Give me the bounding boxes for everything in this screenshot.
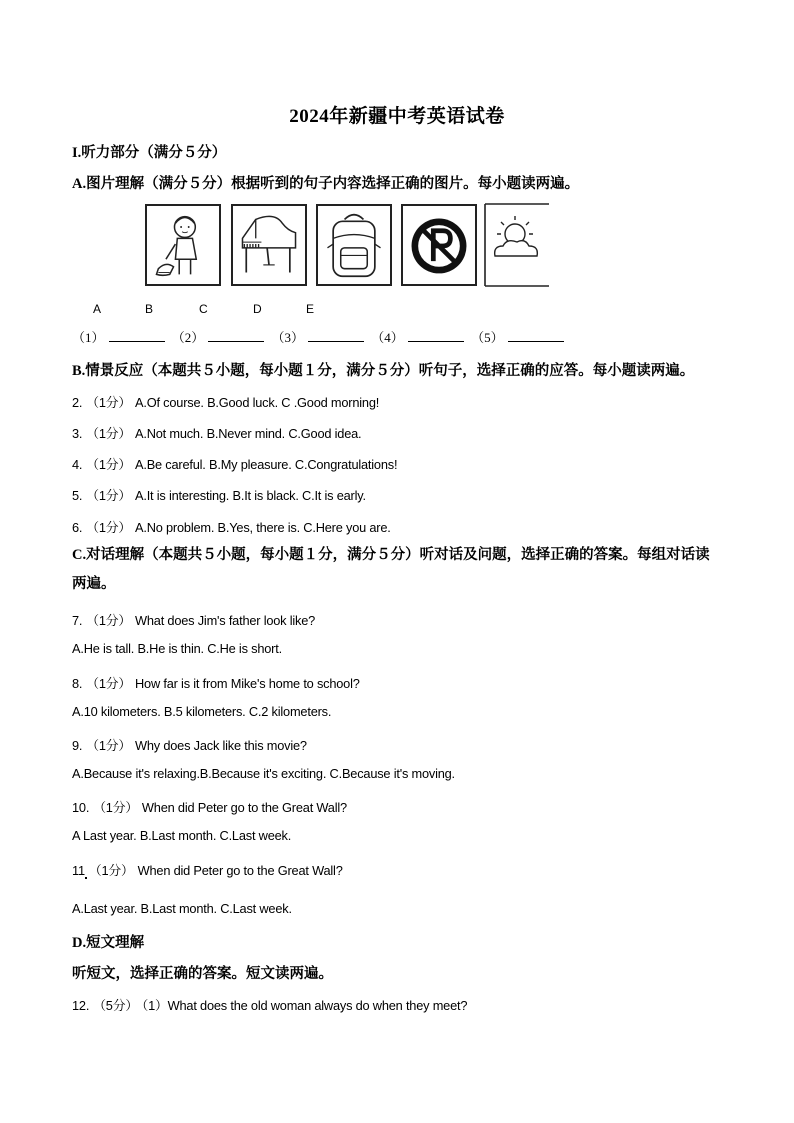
sun-cloud-icon	[481, 200, 549, 290]
question-text: （1）What does the old woman always do when they meet?	[141, 998, 468, 1013]
question-text: When did Peter go to the Great Wall?	[137, 863, 343, 878]
answer-blank-3[interactable]	[308, 329, 364, 342]
boy-sweeping-icon	[145, 204, 221, 286]
question-options: A.It is interesting. B.It is black. C.It is early.	[135, 488, 366, 503]
question-number: 5.	[72, 488, 83, 503]
question-score: （1分）	[88, 863, 134, 878]
question-options: A.10 kilometers. B.5 kilometers. C.2 kilometers.	[72, 704, 332, 719]
question-score: （1分）	[86, 520, 131, 535]
question-item	[72, 735, 307, 754]
question-options: A.No problem. B.Yes, there is. C.Here you are.	[135, 520, 391, 535]
question-item	[72, 860, 343, 879]
section-d-instruction: 听短文，选择正确的答案。短文读两遍。	[72, 966, 333, 982]
question-number: 6.	[72, 520, 83, 535]
question-options: A.He is tall. B.He is thin. C.He is short.	[72, 641, 282, 656]
question-score: （5分）	[93, 998, 138, 1013]
blank-label-2: （2）	[171, 330, 205, 345]
answer-blank-2[interactable]	[208, 329, 264, 342]
question-item	[72, 995, 467, 1014]
question-number: 10.	[72, 800, 90, 815]
question-text: When did Peter go to the Great Wall?	[141, 800, 347, 815]
question-item	[72, 423, 361, 442]
blank-label-4: （4）	[371, 330, 404, 345]
blank-label-1: （1）	[72, 330, 105, 345]
question-options: A.Be careful. B.My pleasure. C.Congratulations!	[135, 457, 398, 472]
question-score: （1分）	[86, 395, 131, 410]
picture-row	[145, 200, 550, 292]
section-c-heading: C.对话理解（本题共５小题，每小题１分，满分５分）听对话及问题，选择正确的答案。每组对话读两遍。	[72, 547, 710, 592]
question-text: What does Jim's father look like?	[135, 613, 316, 628]
question-number: 9.	[72, 738, 83, 753]
question-number: 7.	[72, 613, 83, 628]
question-item	[72, 610, 315, 629]
section-d-heading: D.短文理解	[72, 935, 145, 951]
stray-dot	[85, 877, 87, 879]
question-score: （1分）	[86, 738, 131, 753]
question-score: （1分）	[86, 488, 131, 503]
question-number: 3.	[72, 426, 83, 441]
blank-label-3: （3）	[271, 330, 305, 345]
answer-blank-4[interactable]	[408, 329, 464, 342]
blank-label-5: （5）	[471, 330, 504, 345]
question-item	[72, 485, 366, 504]
question-text: Why does Jack like this movie?	[135, 738, 307, 753]
question-text: How far is it from Mike's home to school?	[135, 676, 360, 691]
question-options: A.Last year. B.Last month. C.Last week.	[72, 901, 292, 916]
question-options: A.Of course. B.Good luck. C .Good morning!	[135, 395, 380, 410]
picture-letter-a: A	[93, 302, 102, 316]
question-options: A Last year. B.Last month. C.Last week.	[72, 828, 292, 843]
page-title: 2024年新疆中考英语试卷	[289, 106, 505, 127]
picture-letter-e: E	[306, 302, 315, 316]
answer-blank-1[interactable]	[109, 329, 165, 342]
no-parking-icon	[401, 204, 477, 286]
picture-letter-b: B	[145, 302, 154, 316]
section-b-heading: B.情景反应（本题共５小题，每小题１分，满分５分）听句子，选择正确的应答。每小题读两遍。	[72, 363, 695, 379]
question-score: （1分）	[86, 676, 131, 691]
answer-blank-5[interactable]	[508, 329, 564, 342]
question-number: 4.	[72, 457, 83, 472]
picture-letter-c: C	[199, 302, 208, 316]
question-score: （1分）	[86, 426, 131, 441]
section-a-heading: A.图片理解（满分５分）根据听到的句子内容选择正确的图片。每小题读两遍。	[72, 176, 580, 192]
question-options: A.Not much. B.Never mind. C.Good idea.	[135, 426, 362, 441]
question-score: （1分）	[86, 457, 131, 472]
question-item	[72, 673, 360, 692]
question-number: 11	[72, 863, 85, 878]
question-item	[72, 797, 347, 816]
question-item	[72, 517, 391, 536]
question-item	[72, 392, 379, 411]
question-score: （1分）	[86, 613, 131, 628]
question-number: 12.	[72, 998, 90, 1013]
question-options: A.Because it's relaxing.B.Because it's exciting. C.Because it's moving.	[72, 766, 455, 781]
backpack-icon	[316, 204, 392, 286]
answer-blanks	[72, 327, 568, 346]
question-number: 8.	[72, 676, 83, 691]
question-item	[72, 454, 397, 473]
question-score: （1分）	[93, 800, 138, 815]
question-number: 2.	[72, 395, 83, 410]
picture-letter-d: D	[253, 302, 262, 316]
piano-icon	[231, 204, 307, 286]
part1-heading: I.听力部分（满分５分）	[72, 145, 227, 161]
